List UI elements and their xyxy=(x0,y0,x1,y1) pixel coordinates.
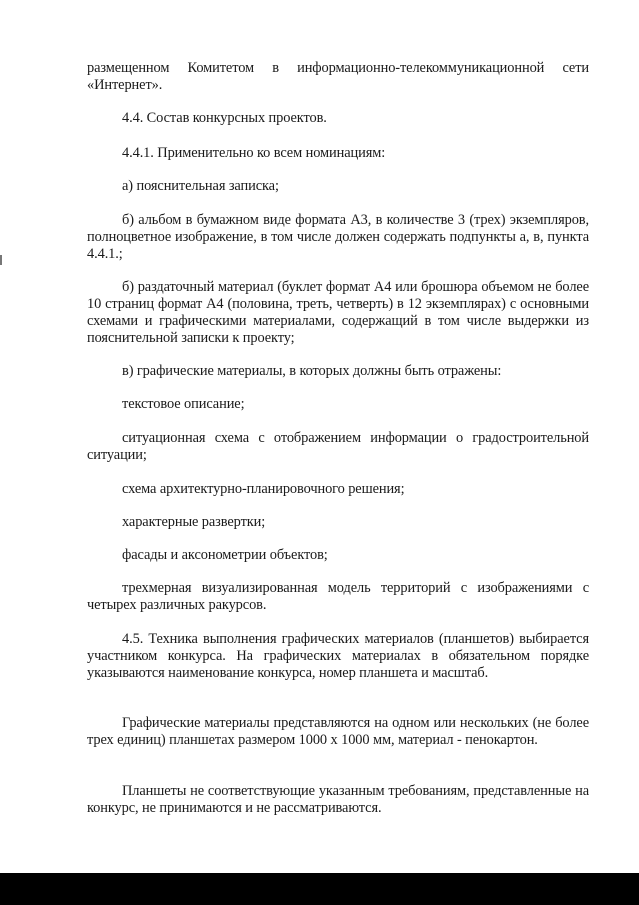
section-4-5: 4.5. Техника выполнения графических материалов (планшетов) выбирается участником конкурса. На графических материалах в обязательном порядке указываются наименование конкурса, номер планшета и масштаб. xyxy=(87,631,589,681)
scan-margin-mark xyxy=(0,255,2,265)
item-b-album: б) альбом в бумажном виде формата А3, в количестве 3 (трех) экземпляров, полноцветное изображение, в том числе должен содержать подпункты а, в, пункта 4.4.1.; xyxy=(87,212,589,262)
list-item-planning-scheme: схема архитектурно-планировочного решения; xyxy=(122,481,405,497)
scan-bottom-border xyxy=(0,873,639,905)
list-item-situational-scheme: ситуационная схема с отображением информации о градостроительной ситуации; xyxy=(87,430,589,463)
section-4-4-heading: 4.4. Состав конкурсных проектов. xyxy=(122,110,327,126)
list-item-3d-model: трехмерная визуализированная модель территорий с изображениями с четырех различных ракурсов. xyxy=(87,580,589,613)
section-4-4-1-heading: 4.4.1. Применительно ко всем номинациям: xyxy=(122,145,386,161)
list-item-facades: фасады и аксонометрии объектов; xyxy=(122,547,328,563)
list-item-text-description: текстовое описание; xyxy=(122,396,245,412)
list-item-developments: характерные развертки; xyxy=(122,514,266,530)
paragraph-tablets-requirements: Планшеты не соответствующие указанным требованиям, представленные на конкурс, не принимаются и не рассматриваются. xyxy=(87,783,589,816)
item-a-explanatory-note: а) пояснительная записка; xyxy=(122,178,279,194)
item-v-graphic-materials: в) графические материалы, в которых должны быть отражены: xyxy=(122,363,502,379)
paragraph-tablets-size: Графические материалы представляются на одном или нескольких (не более трех единиц) планшетах размером 1000 х 1000 мм, материал - пенокартон. xyxy=(87,715,589,748)
paragraph-continuation: размещенном Комитетом в информационно-телекоммуникационной сети «Интернет». xyxy=(87,60,589,93)
item-b-handout: б) раздаточный материал (буклет формат А4 или брошюра объемом не более 10 страниц формат А4 (половина, треть, четверть) в 12 экземплярах) с основными схемами и графическими материалами, содержащий в том числе выдержки из пояснительной записки к проекту; xyxy=(87,279,589,346)
